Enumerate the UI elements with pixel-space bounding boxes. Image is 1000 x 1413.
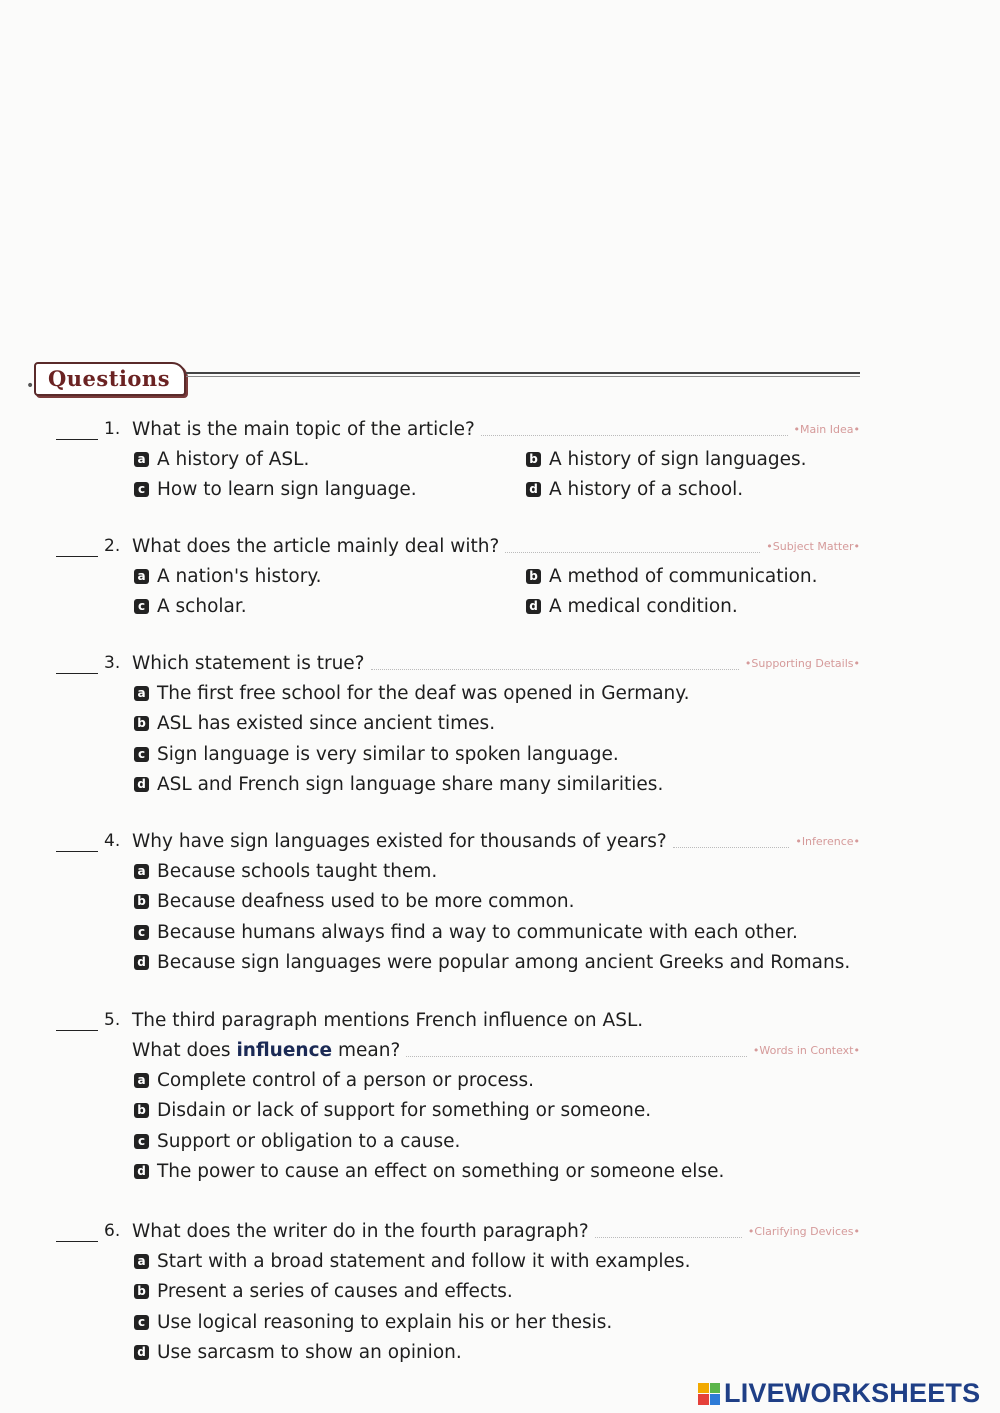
option-text: Disdain or lack of support for something or someone. [157,1100,652,1122]
option-letter-icon: d [134,1164,149,1179]
question-number: 1. [104,419,121,439]
question-number: 2. [104,536,121,556]
option-text: A scholar. [157,596,247,618]
brand-square-1 [698,1383,709,1394]
option-letter-icon: c [134,482,149,497]
option-text: A nation's history. [157,565,322,587]
option-c[interactable] [134,475,526,506]
skill-tag: •Supporting Details• [744,656,860,670]
option-letter-icon: d [526,482,541,497]
header-rule-thin [186,376,860,377]
option-letter-icon: a [134,452,149,467]
option-text: Sign language is very similar to spoken language. [157,743,619,765]
question-5 [56,1005,860,1187]
question-4 [56,826,860,978]
answer-blank-4[interactable] [56,831,98,852]
option-letter-icon: c [134,1315,149,1330]
skill-tag: •Main Idea• [793,422,860,436]
question-number: 4. [104,831,121,851]
option-text: A method of communication. [549,565,818,587]
section-title: Questions [34,362,186,396]
option-letter-icon: d [134,777,149,792]
option-text: A history of a school. [549,479,744,501]
question-number: 3. [104,653,121,673]
keyword-influence: influence [236,1039,333,1061]
brand-square-2 [710,1383,721,1394]
question-text: What does the article mainly deal with? [132,535,500,557]
option-b[interactable] [134,1096,860,1127]
answer-blank-2[interactable] [56,536,98,557]
option-letter-icon: a [134,864,149,879]
header-rule [186,372,860,374]
skill-tag: •Subject Matter• [766,539,860,553]
option-letter-icon: b [134,1284,149,1299]
answer-blank-6[interactable] [56,1221,98,1242]
option-letter-icon: b [526,569,541,584]
option-a[interactable] [134,1065,860,1096]
option-c[interactable] [134,1307,860,1338]
option-letter-icon: a [134,569,149,584]
brand-grid-icon [698,1383,720,1405]
option-text: How to learn sign language. [157,479,417,501]
question-2 [56,531,860,622]
option-text: Use sarcasm to show an opinion. [157,1342,462,1364]
section-header [26,362,860,398]
question-6 [56,1216,860,1368]
option-a[interactable] [134,856,860,887]
brand-text: LIVEWORKSHEETS [724,1378,981,1408]
answer-blank-3[interactable] [56,653,98,674]
option-text: A medical condition. [549,596,738,618]
option-c[interactable] [134,1126,860,1157]
question-3 [56,648,860,800]
option-letter-icon: d [526,599,541,614]
header-bullet: • [26,378,35,394]
skill-tag: •Words in Context• [752,1043,860,1057]
question-text: What does the writer do in the fourth paragraph? [132,1220,589,1242]
dotted-leader [673,835,790,848]
skill-tag: •Inference• [795,834,860,848]
option-c[interactable] [134,739,860,770]
option-text: Because sign languages were popular among ancient Greeks and Romans. [157,952,851,974]
option-letter-icon: d [134,955,149,970]
option-d[interactable] [134,1157,860,1188]
option-letter-icon: c [134,925,149,940]
option-c[interactable] [134,917,860,948]
option-d[interactable] [526,592,926,623]
option-b[interactable] [526,444,926,475]
question-text-line2: What does influence mean? [132,1039,401,1061]
option-d[interactable] [134,948,860,979]
answer-blank-1[interactable] [56,419,98,440]
option-letter-icon: b [134,894,149,909]
option-a[interactable] [134,1246,860,1277]
option-letter-icon: c [134,1134,149,1149]
option-letter-icon: b [134,1103,149,1118]
option-d[interactable] [134,770,860,801]
option-c[interactable] [134,592,526,623]
option-b[interactable] [134,887,860,918]
skill-tag: •Clarifying Devices• [747,1224,860,1238]
option-d[interactable] [526,475,926,506]
option-text: The first free school for the deaf was opened in Germany. [157,682,690,704]
question-text: Why have sign languages existed for thousands of years? [132,830,667,852]
option-text: A history of sign languages. [549,448,807,470]
option-b[interactable] [526,561,926,592]
question-text: The third paragraph mentions French influence on ASL. [132,1009,644,1031]
dotted-leader [481,423,788,436]
option-letter-icon: c [134,599,149,614]
question-number: 5. [104,1010,121,1030]
brand-square-4 [710,1394,721,1405]
option-text: The power to cause an effect on something or someone else. [157,1161,725,1183]
dotted-leader [505,540,760,553]
question-number: 6. [104,1221,121,1241]
dotted-leader [595,1225,742,1238]
option-text: ASL has existed since ancient times. [157,713,496,735]
option-text: Start with a broad statement and follow it with examples. [157,1250,691,1272]
option-letter-icon: a [134,686,149,701]
option-b[interactable] [134,709,860,740]
answer-blank-5[interactable] [56,1010,98,1031]
brand-square-3 [698,1394,709,1405]
option-text: Because schools taught them. [157,860,438,882]
option-text: ASL and French sign language share many similarities. [157,774,664,796]
dotted-leader [371,657,739,670]
dotted-leader [406,1044,747,1057]
option-text: Because deafness used to be more common. [157,891,575,913]
option-a[interactable] [134,561,526,592]
option-letter-icon: b [526,452,541,467]
option-text: Present a series of causes and effects. [157,1281,513,1303]
option-letter-icon: c [134,747,149,762]
question-text: What is the main topic of the article? [132,418,475,440]
question-text: Which statement is true? [132,652,365,674]
option-letter-icon: a [134,1254,149,1269]
option-text: Complete control of a person or process. [157,1069,535,1091]
option-b[interactable] [134,1277,860,1308]
option-d[interactable] [134,1338,860,1369]
option-text: Use logical reasoning to explain his or her thesis. [157,1311,613,1333]
option-text: Support or obligation to a cause. [157,1130,461,1152]
liveworksheets-logo[interactable] [698,1378,980,1409]
option-a[interactable] [134,678,860,709]
option-a[interactable] [134,444,526,475]
question-1 [56,414,860,505]
option-letter-icon: b [134,716,149,731]
option-text: Because humans always find a way to communicate with each other. [157,921,798,943]
option-text: A history of ASL. [157,448,310,470]
option-letter-icon: d [134,1345,149,1360]
option-letter-icon: a [134,1073,149,1088]
